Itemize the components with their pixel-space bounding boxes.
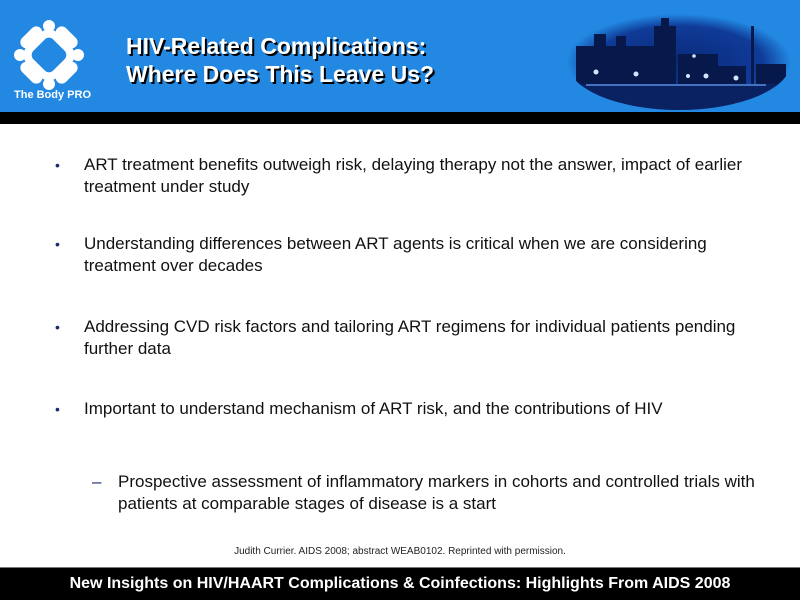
bullet-text: Important to understand mechanism of ART risk, and the contributions of HIV [84, 399, 663, 418]
title-line-1: HIV-Related Complications: [126, 33, 427, 59]
citation: Judith Currier. AIDS 2008; abstract WEAB0102. Reprinted with permission. [234, 546, 566, 557]
sub-bullet-text: Prospective assessment of inflammatory markers in cohorts and controlled trials with patients at comparable stages of disease is a start [118, 472, 755, 513]
bullet-text: Understanding differences between ART agents is critical when we are considering treatment over decades [84, 234, 707, 275]
city-night-skyline-image [566, 6, 792, 110]
slide-title [126, 32, 434, 88]
bullet-marker: • [55, 236, 60, 252]
slide-header [0, 0, 800, 112]
logo-caption: The Body PRO [14, 89, 92, 101]
dash-marker: – [92, 472, 102, 491]
hands-circle-logo-icon [14, 20, 84, 90]
bullet-marker: • [55, 319, 60, 335]
bullet-text: Addressing CVD risk factors and tailoring ART regimens for individual patients pending further data [84, 317, 736, 358]
bullet-text: ART treatment benefits outweigh risk, delaying therapy not the answer, impact of earlier treatment under study [84, 155, 742, 196]
bullet-marker: • [55, 157, 60, 173]
header-divider [0, 112, 800, 124]
title-line-2: Where Does This Leave Us? [126, 61, 435, 87]
bullet-marker: • [55, 401, 60, 417]
footer-text: New Insights on HIV/HAART Complications & Coinfections: Highlights From AIDS 2008 [69, 575, 731, 592]
slide-footer [0, 567, 800, 600]
